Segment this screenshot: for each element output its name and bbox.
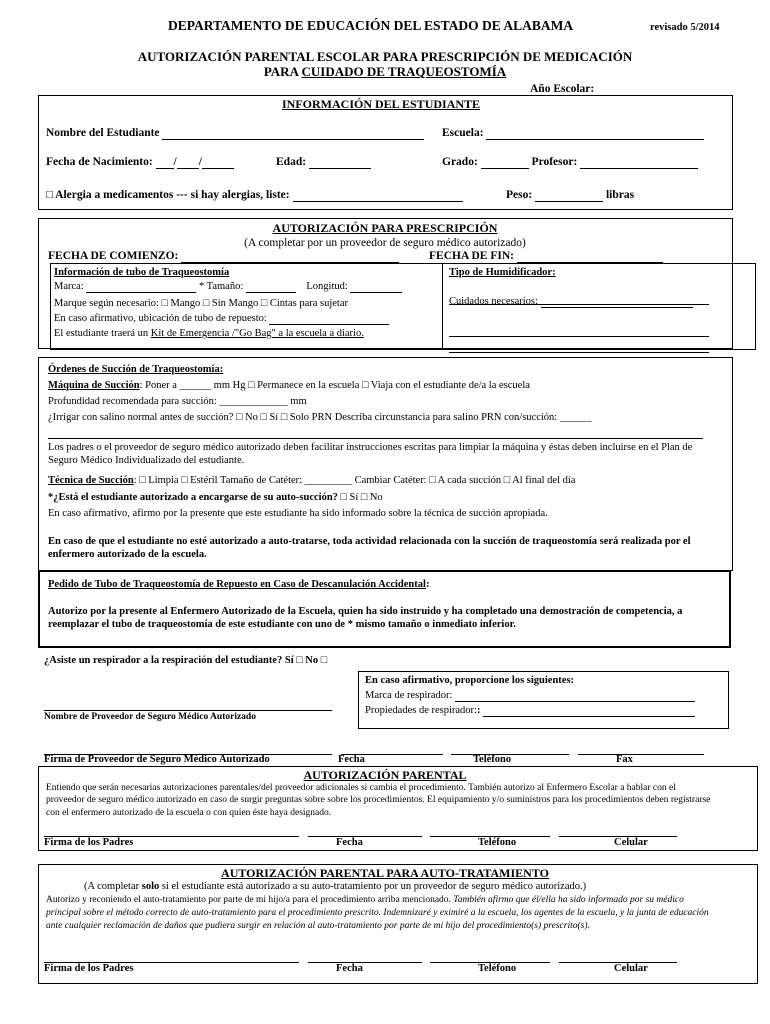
provider-fax-field[interactable] [578, 754, 704, 755]
suction-machine-options[interactable]: : Poner a ______ mm Hg □ Permanece en la escuela □ Viaja con el estudiante de/a la escuela [139, 380, 530, 391]
allergy-field[interactable] [293, 201, 463, 202]
provider-name-label: Nombre de Proveedor de Seguro Médico Autorizado [44, 712, 256, 722]
spare-location-field[interactable] [269, 324, 389, 325]
respirator-brand-row: Marca de respirador: [365, 689, 695, 702]
respirator-question[interactable]: ¿Asiste un respirador a la respiración del estudiante? Sí □ No □ [44, 655, 328, 666]
dob-row: Fecha de Nacimiento: / / [46, 155, 234, 169]
tube-info-heading: Información de tubo de Traqueostomía [54, 267, 230, 278]
self-signature-label: Firma de los Padres [44, 963, 134, 974]
allergy-row [46, 188, 463, 202]
parent-phone-label: Teléfono [478, 837, 517, 848]
self-phone-label: Teléfono [478, 963, 517, 974]
replacement-text: Autorizo por la presente al Enfermero Autorizado de la Escuela, quien ha sido instruido y ha completado una demostración de competencia, a reemplazar el tubo de traqueostomía de este estudiante con uno de * mismo tamaño o inmediato inferior. [48, 606, 683, 631]
parental-text: Entiendo que serán necesarias autorizaciones parentales/del proveedor adicionales si cambia el procedimiento. También autorizo al Enfermero Escolar a hablar con el proveedor de seguro médico autorizado en caso de surgir preguntas sobre sobre los procedimientos. El equipamiento y/o suministros para los procedimientos deben registrarse con el enfermero autorizado de la escuela o con quien éste haya designado. [46, 783, 711, 818]
school-field[interactable] [486, 139, 704, 140]
respirator-props-row: Propiedades de respirador:: [365, 704, 695, 717]
provider-name-line [44, 697, 332, 711]
parent-date-field[interactable] [308, 836, 422, 837]
age-row: Edad: [276, 155, 371, 169]
age-field[interactable] [309, 168, 371, 169]
self-treatment-heading: AUTORIZACIÓN PARENTAL PARA AUTO-TRATAMIENTO [221, 866, 549, 880]
kit-row: El estudiante traerá un Kit de Emergencia /"Go Bag" a la escuela a diario. [54, 328, 364, 339]
care-line-3 [449, 339, 709, 353]
form-title-line1: AUTORIZACIÓN PARENTAL ESCOLAR PARA PRESCRIPCIÓN DE MEDICACIÓN [137, 49, 633, 64]
care-field-2[interactable] [449, 336, 709, 337]
irrigate-line [48, 425, 703, 439]
grade-field[interactable] [481, 168, 529, 169]
humidifier-heading: Tipo de Humidificador: [449, 267, 556, 278]
form-title-underlined: CUIDADO DE TRAQUEOSTOMÍA [301, 64, 507, 79]
care-field[interactable] [541, 307, 693, 308]
grade-row: Grado: Profesor: [442, 155, 698, 169]
kit-text: Kit de Emergencia /"Go Bag" a la escuela a diario. [150, 328, 364, 339]
provider-fax-label: Fax [616, 754, 633, 765]
suction-machine-row: Máquina de Succión: Poner a ______ mm Hg □ Permanece en la escuela □ Viaja con el estudiante de/a la escuela [48, 380, 530, 391]
self-date-field[interactable] [308, 962, 422, 963]
end-date-row: FECHA DE FIN: [429, 249, 663, 263]
teacher-field[interactable] [580, 168, 698, 169]
tube-mark-options[interactable]: Marque según necesario: □ Mango □ Sin Mango □ Cintas para sujetar [54, 298, 348, 309]
allergy-checkbox-label[interactable]: □ Alergia a medicamentos --- si hay alergias, liste: [46, 189, 290, 201]
dob-day-field[interactable] [177, 168, 199, 169]
weight-row: Peso: libras [506, 189, 635, 201]
tube-size-field[interactable] [246, 292, 296, 293]
parent-date-label: Fecha [336, 837, 363, 848]
department-title: DEPARTAMENTO DE EDUCACIÓN DEL ESTADO DE ALABAMA [168, 18, 574, 33]
provider-phone-label: Teléfono [473, 754, 512, 765]
tube-length-field[interactable] [350, 292, 402, 293]
tube-brand-row: Marca: * Tamaño: Longitud: [54, 280, 402, 293]
self-suction-options[interactable]: □ Sí □ No [340, 492, 383, 503]
self-treatment-text: Autorizo y reconiendo el auto-tratamiento por parte de mi hijo/a para el procedimiento arriba mencionado. También afirmo que él/ella ha sido informado por su médico principal sobre el método correcto de auto-tratamiento para el procedimiento prescrito. Indemnizaré y eximiré a la escuela, los agentes de la escuela, y la junta de educación ante cualquier reclamación de daños que pudiera surgir en relación al auto-tratamiento por parte de mi hijo del procedimiento(s) prescrito(s). [46, 895, 709, 931]
school-year-label: Año Escolar: [530, 83, 595, 95]
replacement-heading: Pedido de Tubo de Traqueostomía de Repuesto en Caso de Descanulación Accidental: [48, 579, 430, 590]
parents-instructions: Los padres o el proveedor de seguro médico autorizado deben facilitar instrucciones escritas para limpiar la máquina y éstas deben incluirse en el Plan de Seguro Médico Individualizado del estudiante. [48, 442, 693, 467]
tube-brand-field[interactable] [86, 292, 196, 293]
dob-month-field[interactable] [156, 168, 174, 169]
dob-year-field[interactable] [202, 168, 234, 169]
respirator-affirm-heading: En caso afirmativo, proporcione los siguientes: [365, 675, 575, 686]
self-suction-row: *¿Está el estudiante autorizado a encargarse de su auto-succión? □ Sí □ No [48, 492, 383, 503]
care-field-3[interactable] [449, 352, 709, 353]
parental-heading: AUTORIZACIÓN PARENTAL [303, 768, 467, 782]
weight-field[interactable] [535, 201, 603, 202]
prescription-heading: AUTORIZACIÓN PARA PRESCRIPCIÓN [272, 221, 498, 235]
self-treatment-subheading: (A completar solo si el estudiante está autorizado a su auto-tratamiento por un proveedor de seguro médico autorizado.) [84, 881, 587, 892]
provider-date-label: Fecha [338, 754, 365, 765]
irrigate-row[interactable]: ¿Irrigar con salino normal antes de succión? □ No □ Sí □ Solo PRN Describa circunstancia para salino PRN con/succión: ______ [48, 412, 592, 423]
care-row: Cuidados necesarios: [449, 295, 693, 308]
start-date-row: FECHA DE COMIENZO: [48, 249, 399, 263]
provider-signature-label: Firma de Proveedor de Seguro Médico Autorizado [44, 754, 270, 765]
affirm-text: En caso afirmativo, afirmo por la presente que este estudiante ha sido informado sobre la técnica de succión apropiada. [48, 508, 548, 519]
care-line-2 [449, 323, 709, 337]
self-date-label: Fecha [336, 963, 363, 974]
form-title-line2: PARA CUIDADO DE TRAQUEOSTOMÍA [263, 64, 507, 79]
tube-humidifier-divider [442, 263, 443, 348]
prescription-subheading: (A completar por un proveedor de seguro médico autorizado) [244, 237, 526, 249]
spare-location-row: En caso afirmativo, ubicación de tubo de repuesto: [54, 312, 389, 325]
revision-date: revisado 5/2014 [650, 22, 720, 33]
parent-cell-label: Celular [614, 837, 648, 848]
student-name-field[interactable] [162, 139, 424, 140]
suction-heading: Órdenes de Succión de Traqueostomía: [48, 364, 224, 375]
self-cell-label: Celular [614, 963, 648, 974]
technique-options[interactable]: : □ Limpia □ Estéril Tamaño de Catéter: _________ Cambiar Catéter: □ A cada succión □ Al final del día [133, 475, 576, 486]
school-row: Escuela: [442, 126, 704, 140]
irrigate-field[interactable] [48, 438, 703, 439]
student-name-row: Nombre del Estudiante [46, 126, 424, 140]
respirator-props-field[interactable] [483, 716, 695, 717]
technique-row: Técnica de Succión: □ Limpia □ Estéril Tamaño de Catéter: _________ Cambiar Catéter: □ A cada succión □ Al final del día [48, 475, 576, 486]
respirator-brand-field[interactable] [455, 701, 695, 702]
nurse-text: En caso de que el estudiante no esté autorizado a auto-tratarse, toda actividad relacionada con la succión de traqueostomía será realizada por el enfermero autorizado de la escuela. [48, 536, 691, 561]
suction-depth-row: Profundidad recomendada para succión: _____________ mm [48, 396, 307, 407]
parent-signature-label: Firma de los Padres [44, 837, 134, 848]
student-info-heading: INFORMACIÓN DEL ESTUDIANTE [282, 97, 481, 111]
